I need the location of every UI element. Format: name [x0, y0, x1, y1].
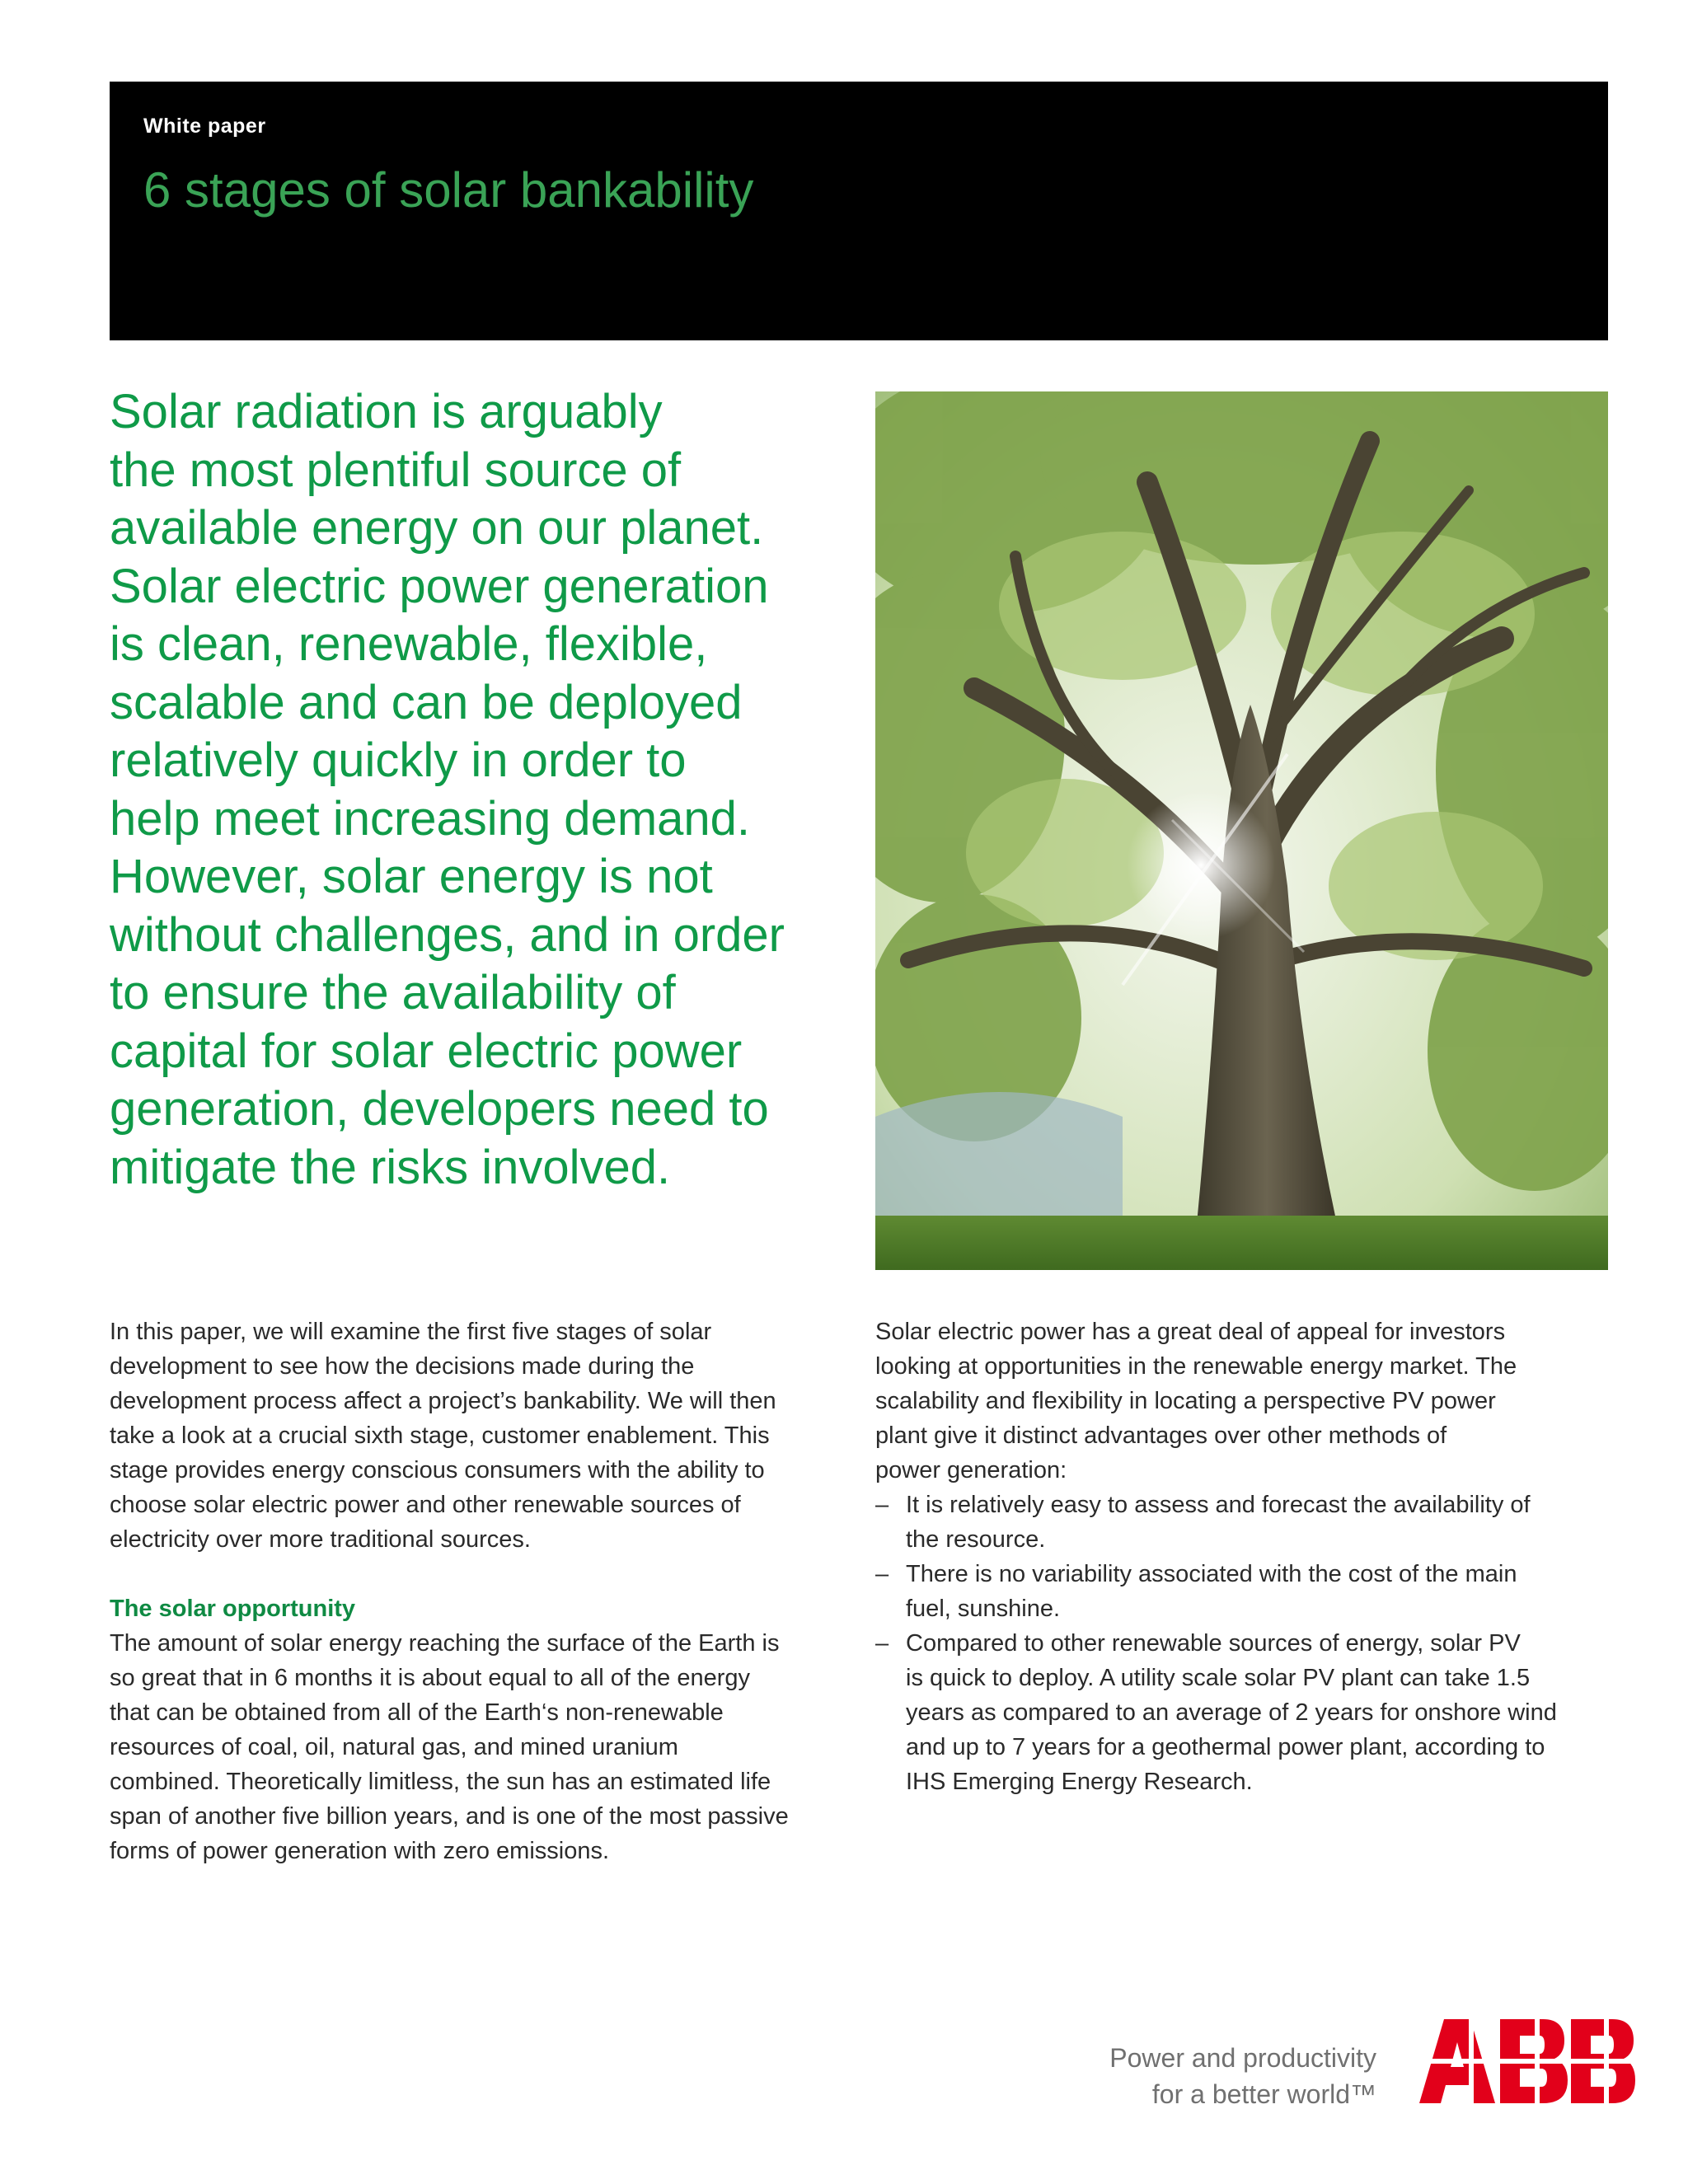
text-line: fuel, sunshine. — [906, 1596, 1061, 1622]
list-item — [875, 1626, 1617, 1799]
text-line: electricity over more traditional sources. — [110, 1526, 531, 1553]
lead-line: the most plentiful source of — [110, 443, 682, 497]
text-line: years as compared to an average of 2 years for onshore wind — [906, 1699, 1557, 1726]
text-line: In this paper, we will examine the first five stages of solar — [110, 1319, 712, 1345]
text-line: is quick to deploy. A utility scale solar PV plant can take 1.5 — [906, 1665, 1531, 1691]
text-line: development to see how the decisions made during the — [110, 1353, 695, 1380]
text-line: so great that in 6 months it is about equal to all of the energy — [110, 1665, 751, 1691]
lead-line: help meet increasing demand. — [110, 791, 751, 846]
section-heading: The solar opportunity — [110, 1596, 356, 1622]
lead-line: to ensure the availability of — [110, 966, 676, 1019]
text-line: stage provides energy conscious consumers with the ability to — [110, 1457, 765, 1483]
lead-line: generation, developers need to — [110, 1082, 769, 1136]
appeal-paragraph — [875, 1315, 1617, 1488]
lead-paragraph — [110, 383, 851, 1197]
abb-logo-mark — [1419, 2019, 1635, 2103]
text-line: looking at opportunities in the renewable energy market. The — [875, 1353, 1517, 1380]
intro-paragraph — [110, 1315, 851, 1557]
bullet-dash: – — [875, 1561, 889, 1587]
lead-line: relatively quickly in order to — [110, 733, 687, 787]
text-line: scalability and flexibility in locating a perspective PV power — [875, 1388, 1496, 1414]
advantages-list — [875, 1488, 1617, 1799]
text-line: that can be obtained from all of the Earth‘s non-renewable — [110, 1699, 724, 1726]
text-line: Compared to other renewable sources of energy, solar PV — [906, 1630, 1521, 1657]
tagline-line-2: for a better world™ — [1151, 2079, 1376, 2109]
text-line: the resource. — [906, 1526, 1046, 1553]
header-banner — [110, 82, 1608, 340]
page-title: 6 stages of solar bankability — [143, 162, 754, 218]
lead-line: scalable and can be deployed — [110, 675, 743, 729]
list-item — [875, 1557, 1617, 1626]
text-line: combined. Theoretically limitless, the sun has an estimated life — [110, 1769, 771, 1795]
left-column — [110, 1315, 851, 1868]
lead-line: is clean, renewable, flexible, — [110, 617, 708, 671]
text-line: plant give it distinct advantages over other methods of — [875, 1422, 1447, 1449]
text-line: take a look at a crucial sixth stage, customer enablement. This — [110, 1422, 770, 1449]
list-item — [875, 1488, 1617, 1557]
abb-logo — [1419, 2019, 1635, 2103]
tagline-line-1: Power and productivity — [1109, 2043, 1376, 2073]
text-line: choose solar electric power and other renewable sources of — [110, 1492, 741, 1518]
text-line: IHS Emerging Energy Research. — [906, 1769, 1253, 1795]
lead-line: available energy on our planet. — [110, 501, 764, 555]
solar-opportunity-paragraph — [110, 1626, 851, 1868]
lead-line: capital for solar electric power — [110, 1024, 743, 1078]
text-line: The amount of solar energy reaching the surface of the Earth is — [110, 1630, 780, 1657]
lead-line: Solar electric power generation — [110, 559, 769, 613]
text-line: resources of coal, oil, natural gas, and mined uranium — [110, 1734, 678, 1760]
text-line: span of another five billion years, and is one of the most passive — [110, 1803, 789, 1830]
lead-line: mitigate the risks involved. — [110, 1140, 671, 1194]
tree-illustration — [875, 391, 1608, 1270]
text-line: power generation: — [875, 1457, 1067, 1483]
lead-line: However, solar energy is not — [110, 850, 713, 903]
tagline — [989, 2040, 1376, 2112]
lead-line: Solar radiation is arguably — [110, 385, 663, 438]
text-line: Solar electric power has a great deal of appeal for investors — [875, 1319, 1506, 1345]
tree-photo — [875, 391, 1608, 1270]
document-type-label: White paper — [143, 115, 266, 138]
bullet-dash: – — [875, 1630, 889, 1657]
right-column — [875, 1315, 1617, 1799]
bullet-dash: – — [875, 1492, 889, 1518]
lead-line: without challenges, and in order — [110, 907, 785, 962]
text-line: development process affect a project’s bankability. We will then — [110, 1388, 776, 1414]
text-line: There is no variability associated with the cost of the main — [906, 1561, 1517, 1587]
text-line: and up to 7 years for a geothermal power plant, according to — [906, 1734, 1545, 1760]
text-line: It is relatively easy to assess and forecast the availability of — [906, 1492, 1531, 1518]
text-line: forms of power generation with zero emissions. — [110, 1838, 610, 1864]
